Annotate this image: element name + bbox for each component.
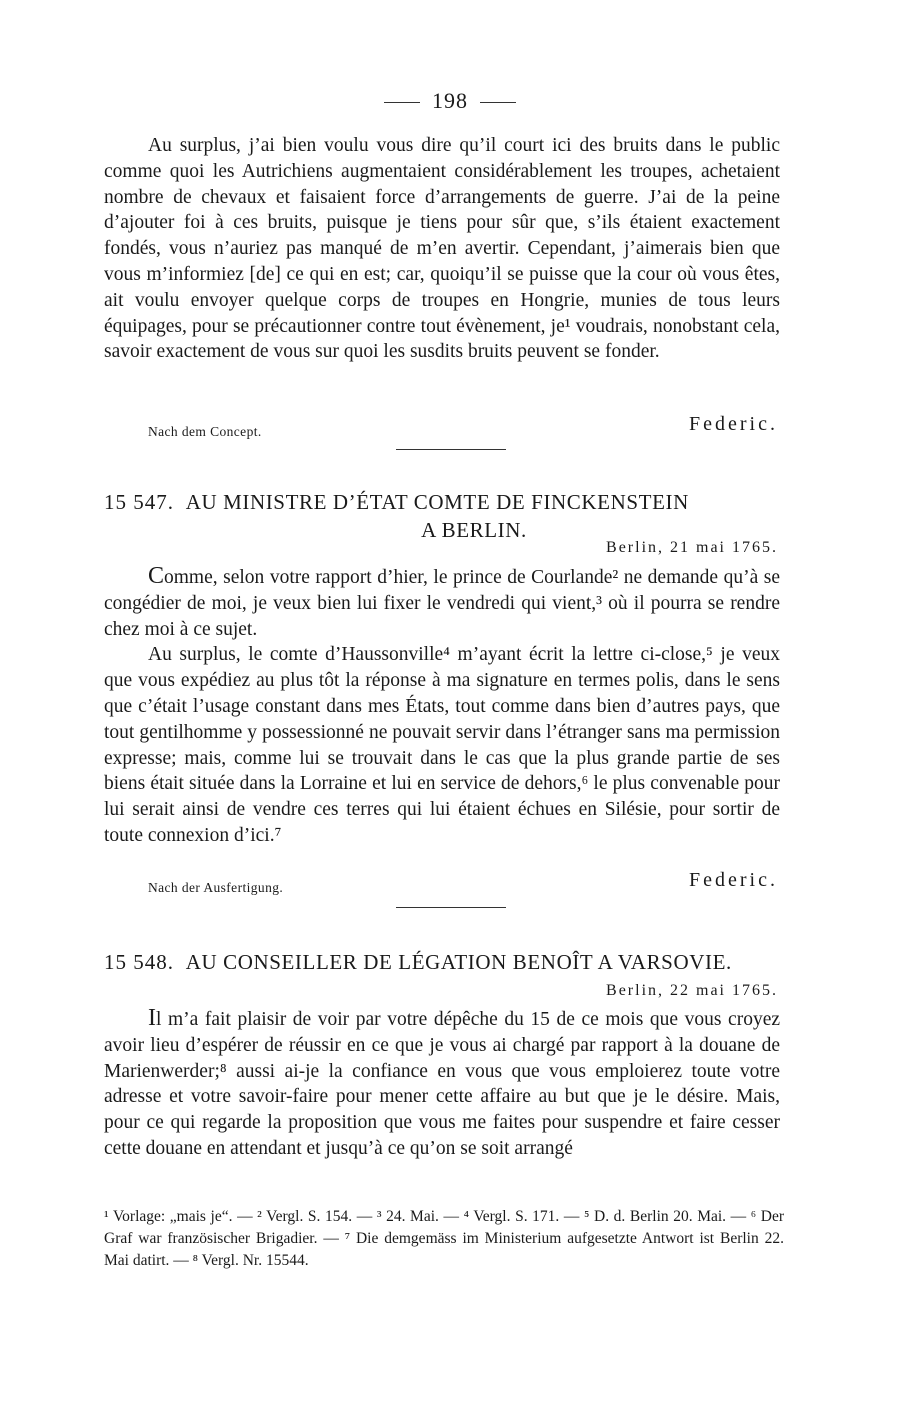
header-rule-left — [384, 102, 420, 103]
signature: Federic. — [689, 413, 778, 435]
continued-letter-paragraph: Au surplus, j’ai bien voulu vous dire qu’il court ici des bruits dans le public comme quoi les Autrichiens augmentaient considérablement les troupes, achetaient nombre de chevaux et faisaient force d’arrangements de guerre. J’ai de la peine d’ajouter foi à ces bruits, puisque je tiens pour sûr que, s’ils étaient exactement fondés, vous n’auriez pas manqué de m’en avertir. Cependant, j’aimerais bien que vous m’informiez [de] ce qui en est; car, quoiqu’il se puisse que la cour où vous êtes, ait voulu envoyer quelque corps de troupes en Hongrie, munies de tous leurs équipages, pour se précautionner contre tout évènement, je¹ voudrais, nonobstant cela, savoir exactement de vous sur quoi les susdits bruits peuvent se fonder. — [104, 135, 780, 363]
continued-letter-body — [104, 133, 780, 365]
section-divider — [396, 449, 506, 450]
footnotes — [104, 1206, 784, 1272]
letter-dateline: Berlin, 21 mai 1765. — [606, 539, 778, 556]
initial-letter: C — [148, 563, 165, 589]
letter-body — [104, 564, 780, 849]
letter-paragraph-text: l m’a fait plaisir de voir par votre dépêche du 15 de ce mois que vous croyez avoir lieu d’espérer de réussir en ce que je vous ai chargé par rapport à la douane de Marienwerder;⁸ aussi ai-je la confiance en vous que vous emploierez toute votre adresse et votre savoir-faire pour mener cette affaire au but que je le désire. Mais, pour ce qui regarde la proposition que vous me faites pour suspendre et faire cesser cette douane en attendant et jusqu’à ce qu’on se soit arrangé — [104, 1009, 780, 1159]
page-number: 198 — [432, 88, 468, 113]
letter-heading — [104, 488, 784, 544]
letter-addressee: AU CONSEILLER DE LÉGATION BENOÎT A VARSOVIE. — [185, 950, 732, 974]
signature: Federic. — [689, 869, 778, 891]
letter-paragraph-text: omme, selon votre rapport d’hier, le prince de Courlande² ne demande qu’à se congédier de moi, je veux bien lui fixer le vendredi qui vient,³ où il pourra se rendre chez moi à ce sujet. — [104, 567, 780, 640]
letter-number: 15 548. — [104, 950, 174, 974]
letter-number: 15 547. — [104, 490, 174, 514]
letter-paragraph — [104, 1006, 780, 1162]
letter-addressee-place: A BERLIN. — [421, 518, 527, 542]
source-note: Nach der Ausfertigung. — [148, 880, 284, 895]
section-divider — [396, 907, 506, 908]
header-rule-right — [480, 102, 516, 103]
letter-dateline: Berlin, 22 mai 1765. — [606, 982, 778, 999]
letter-heading — [104, 948, 784, 976]
page-header — [0, 88, 900, 114]
letter-body — [104, 1006, 780, 1162]
letter-paragraph: Au surplus, le comte d’Haussonville⁴ m’ayant écrit la lettre ci-close,⁵ je veux que vous expédiez au plus tôt la réponse à ma signature en termes polis, dans le sens que c’était l’usage constant dans mes États, tout comme dans bien d’autres pays, que tout gentilhomme y possessionné ne pouvait servir dans l’étranger sans ma permission expresse; mais, comme lui se trouvait dans le cas que la plus grande partie de ses biens était située dans la Lorraine et lui en service de dehors,⁶ le plus convenable pour lui serait ainsi de vendre ces terres qui lui étaient échues en Silésie, pour sortir de toute connexion d’ici.⁷ — [104, 644, 780, 846]
letter-paragraph — [104, 564, 780, 642]
source-note: Nach dem Concept. — [148, 424, 262, 439]
footnote-text: ¹ Vorlage: „mais je“. — ² Vergl. S. 154. — ³ 24. Mai. — ⁴ Vergl. S. 171. — ⁵ D. d. Berlin 20. Mai. — ⁶ Der Graf war französischer Brigadier. — ⁷ Die demgemäss im Ministerium aufgesetzte Antwort ist Berlin 22. Mai datirt. — ⁸ Vergl. Nr. 15544. — [104, 1208, 784, 1269]
initial-letter: I — [148, 1005, 156, 1031]
letter-addressee: AU MINISTRE D’ÉTAT COMTE DE FINCKENSTEIN — [185, 490, 689, 514]
